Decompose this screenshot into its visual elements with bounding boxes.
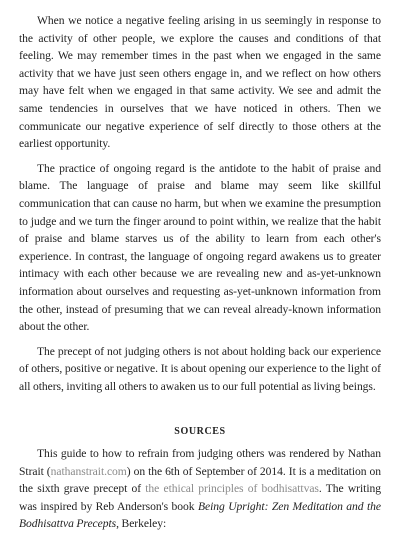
book-title: Being Upright: Zen Meditation and the Bodhisattva Precepts bbox=[19, 499, 381, 531]
body-paragraph-2: The practice of ongoing regard is the antidote to the habit of praise and blame. The language of praise and blame may seem like skillful communication that can cause no harm, but when we examine the presumption to judge and we turn the finger around to point within, we realize that the habit of praise and blame starves us of the ability to learn from each other's experience. In contrast, the language of ongoing regard awakens us to greater intimacy with each other because we are revealing new and as-yet-unknown information about ourselves and requesting as-yet-unknown information from the other, instead of presuming that we can reveal already-known information about the other. bbox=[19, 161, 381, 334]
sources-text-1: This guide to how to refrain from judging others was rendered by Nathan Strait ( bbox=[19, 447, 381, 478]
body-paragraph-1: When we notice a negative feeling arising in us seemingly in response to the activity of other people, we explore the causes and conditions of that feeling. We may remember times in the past when we engaged in the same activity that we have just seen others engage in, and we reflect on how others may have felt when we engaged in that same activity. We see and admit the same tendencies in ourselves that we have noticed in others. Then we communicate our negative experience of self directly to those others at the earliest opportunity. bbox=[19, 14, 381, 151]
body-paragraph-3: The precept of not judging others is not about holding back our experience of others, positive or negative. It is about opening our experience to the light of all others, inviting all others to awaken us to our full potential as living beings. bbox=[19, 344, 381, 393]
document-page bbox=[19, 12, 381, 533]
sources-text-2: ) on the 6th of September of 2014. It is a meditation on the sixth grave precept of bbox=[19, 464, 381, 496]
ethical-principles-link[interactable]: the ethical principles of bodhisattvas bbox=[145, 482, 319, 496]
sources-text-3: . The writing was inspired by Reb Anderson's book bbox=[19, 482, 381, 513]
sources-text-4: , Berkeley: bbox=[116, 517, 167, 531]
sources-paragraph bbox=[19, 445, 381, 532]
nathanstrait-link[interactable]: nathanstrait.com bbox=[50, 464, 127, 478]
sources-heading: SOURCES bbox=[174, 426, 226, 438]
